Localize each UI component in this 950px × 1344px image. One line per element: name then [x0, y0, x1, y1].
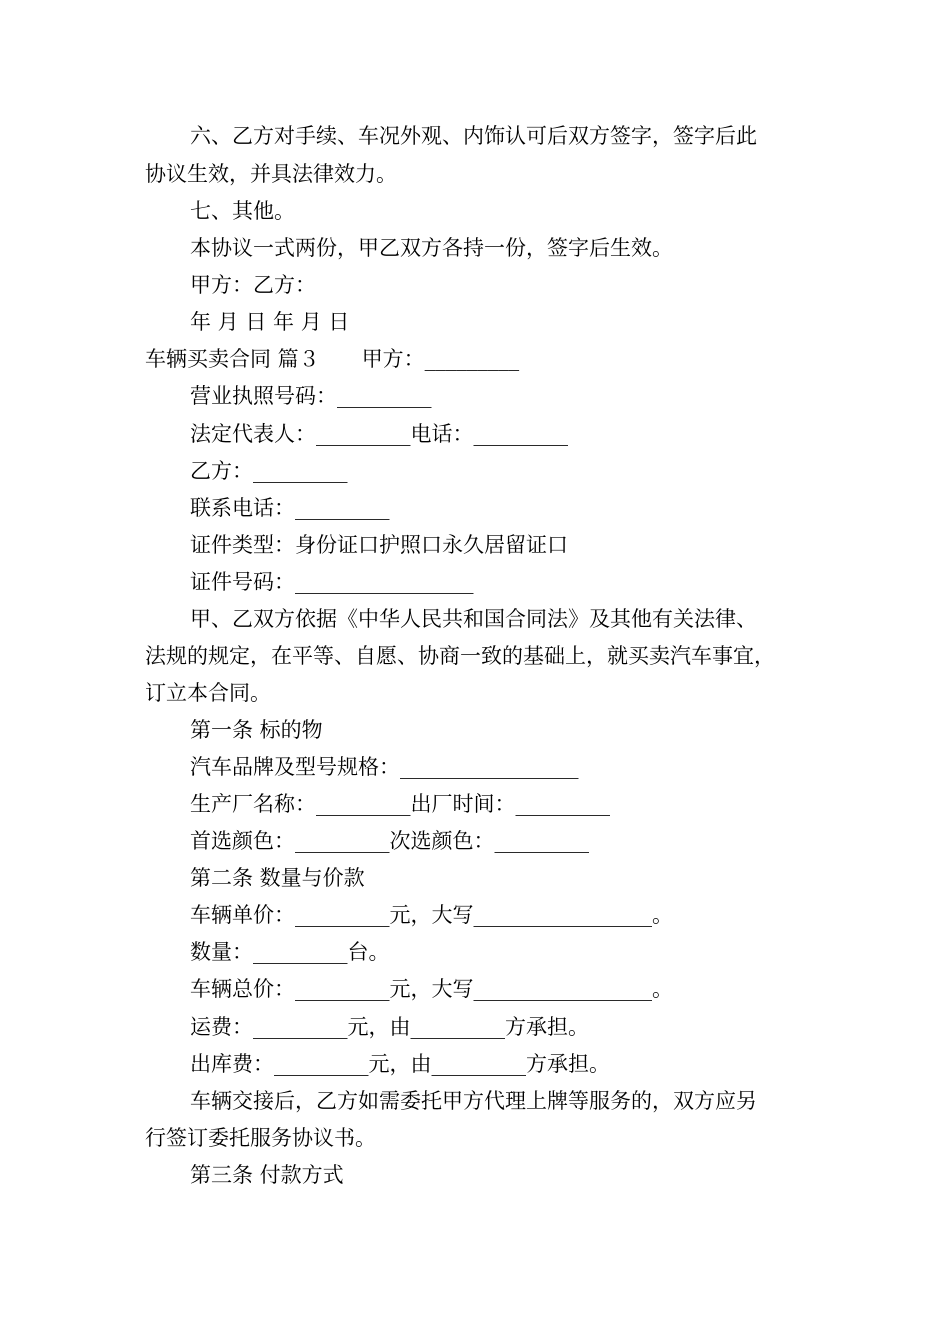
paragraph-line: 行签订委托服务协议书。	[145, 1126, 376, 1150]
article-heading: 第三条 付款方式	[190, 1163, 344, 1187]
form-field-line: 乙方：_________	[190, 459, 348, 483]
party-a-field: 甲方：_________	[361, 347, 520, 371]
paragraph-line: 七、其他。	[190, 199, 295, 223]
section-heading-line	[145, 345, 519, 373]
paragraph-line: 订立本合同。	[145, 681, 271, 705]
form-field-line: 证件类型：身份证口护照口永久居留证口	[190, 533, 568, 557]
section-title: 车辆买卖合同 篇３	[145, 347, 320, 371]
paragraph-line: 甲、乙双方依据《中华人民共和国合同法》及其他有关法律、	[190, 607, 757, 631]
paragraph-line: 车辆交接后，乙方如需委托甲方代理上牌等服务的，双方应另	[190, 1089, 757, 1113]
article-heading: 第二条 数量与价款	[190, 866, 365, 890]
form-field-line: 营业执照号码：_________	[190, 384, 432, 408]
form-field-line: 运费：_________元，由_________方承担。	[190, 1015, 589, 1039]
paragraph-line: 六、乙方对手续、车况外观、内饰认可后双方签字，签字后此	[190, 124, 757, 148]
form-field-line: 生产厂名称：_________出厂时间：_________	[190, 792, 610, 816]
paragraph-line: 法规的规定，在平等、自愿、协商一致的基础上，就买卖汽车事宜，	[145, 644, 775, 668]
signature-parties-line: 甲方：乙方：	[190, 273, 316, 297]
article-heading: 第一条 标的物	[190, 718, 323, 742]
paragraph-line: 协议生效，并具法律效力。	[145, 162, 397, 186]
signature-date-line: 年 月 日 年 月 日	[190, 310, 350, 334]
form-field-line: 汽车品牌及型号规格：_________________	[190, 755, 579, 779]
form-field-line: 车辆总价：_________元，大写_________________。	[190, 977, 673, 1001]
form-field-line: 数量：_________台。	[190, 940, 390, 964]
form-field-line: 法定代表人：_________电话：_________	[190, 422, 568, 446]
form-field-line: 出库费：_________元，由_________方承担。	[190, 1052, 610, 1076]
form-field-line: 车辆单价：_________元，大写_________________。	[190, 903, 673, 927]
form-field-line: 联系电话：_________	[190, 496, 390, 520]
form-field-line: 首选颜色：_________次选颜色：_________	[190, 829, 589, 853]
paragraph-line: 本协议一式两份，甲乙双方各持一份，签字后生效。	[190, 236, 673, 260]
form-field-line: 证件号码：_________________	[190, 570, 474, 594]
